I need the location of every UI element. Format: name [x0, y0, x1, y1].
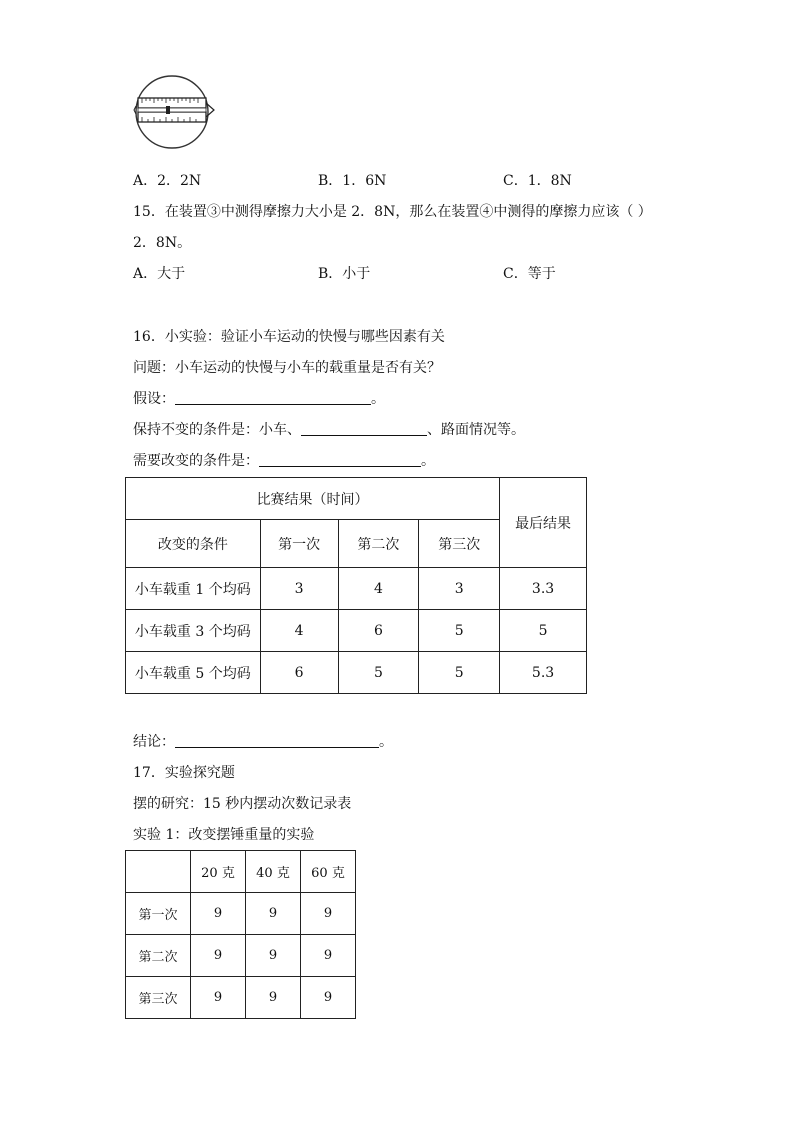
cell-value: 9 [246, 893, 301, 935]
q16-question: 问题：小车运动的快慢与小车的载重量是否有关？ [133, 360, 441, 376]
cell-value: 3 [419, 568, 500, 610]
cell-final: 5 [500, 610, 587, 652]
q15-option-a[interactable]: A．大于 [133, 266, 186, 282]
constant-end: 、路面情况等。 [427, 422, 525, 438]
spring-scale-figure [132, 70, 218, 156]
q17-pendulum-table [125, 850, 356, 1019]
col-header: 40 克 [246, 851, 301, 893]
row-condition: 小车载重 1 个均码 [126, 568, 261, 610]
cell-value: 9 [191, 977, 246, 1019]
cell-value: 4 [260, 610, 338, 652]
table-row [126, 652, 587, 694]
col-header: 改变的条件 [126, 520, 261, 568]
hypothesis-end: 。 [371, 391, 385, 407]
table-row [126, 935, 356, 977]
cell-value: 6 [338, 610, 419, 652]
change-label: 需要改变的条件是： [133, 453, 259, 469]
cell-value: 9 [301, 935, 356, 977]
table-row [126, 610, 587, 652]
cell-value: 9 [301, 893, 356, 935]
q15-option-b[interactable]: B．小于 [318, 266, 371, 282]
row-label: 第二次 [126, 935, 191, 977]
q15-stem-line2: 2．8N。 [133, 235, 192, 251]
col-header: 第一次 [260, 520, 338, 568]
cell-final: 3.3 [500, 568, 587, 610]
conclusion-label: 结论： [133, 734, 175, 750]
q15-option-c[interactable]: C．等于 [503, 266, 556, 282]
change-blank[interactable] [259, 452, 421, 467]
q17-experiment: 实验 1：改变摆锤重量的实验 [133, 827, 315, 843]
row-label: 第三次 [126, 977, 191, 1019]
q16-change-line [133, 452, 435, 470]
cell-value: 5 [419, 610, 500, 652]
cell-value: 9 [191, 893, 246, 935]
cell-value: 3 [260, 568, 338, 610]
q16-hypothesis-line [133, 390, 385, 408]
constant-label: 保持不变的条件是：小车、 [133, 422, 301, 438]
q14-option-b[interactable]: B．1．6N [318, 173, 387, 189]
q17-title: 17．实验探究题 [133, 765, 235, 781]
col-header: 第三次 [419, 520, 500, 568]
col-header: 第二次 [338, 520, 419, 568]
final-header: 最后结果 [500, 478, 587, 568]
col-header: 60 克 [301, 851, 356, 893]
conclusion-end: 。 [379, 734, 393, 750]
q14-option-c[interactable]: C．1．8N [503, 173, 572, 189]
cell-value: 5 [338, 652, 419, 694]
q16-conclusion-line [133, 733, 393, 751]
change-end: 。 [421, 453, 435, 469]
constant-blank[interactable] [301, 421, 427, 436]
hypothesis-label: 假设： [133, 391, 175, 407]
hypothesis-blank[interactable] [175, 390, 371, 405]
table-row [126, 568, 587, 610]
cell-value: 9 [246, 935, 301, 977]
q17-subtitle: 摆的研究：15 秒内摆动次数记录表 [133, 796, 352, 812]
cell-value: 6 [260, 652, 338, 694]
q16-title: 16．小实验：验证小车运动的快慢与哪些因素有关 [133, 329, 445, 345]
q14-option-a[interactable]: A．2．2N [133, 173, 202, 189]
row-label: 第一次 [126, 893, 191, 935]
q16-constant-line [133, 421, 525, 439]
cell-value: 9 [301, 977, 356, 1019]
cell-value: 4 [338, 568, 419, 610]
table-row [126, 977, 356, 1019]
row-condition: 小车载重 3 个均码 [126, 610, 261, 652]
conclusion-blank[interactable] [175, 733, 379, 748]
cell-value: 9 [246, 977, 301, 1019]
cell-value: 5 [419, 652, 500, 694]
table-row [126, 893, 356, 935]
cell-value: 9 [191, 935, 246, 977]
group-header: 比赛结果（时间） [126, 478, 500, 520]
row-condition: 小车载重 5 个均码 [126, 652, 261, 694]
col-header: 20 克 [191, 851, 246, 893]
q16-results-table [125, 477, 587, 694]
q15-stem-line1: 15．在装置③中测得摩擦力大小是 2．8N，那么在装置④中测得的摩擦力应该（ ） [133, 204, 652, 220]
col-header-empty [126, 851, 191, 893]
cell-final: 5.3 [500, 652, 587, 694]
